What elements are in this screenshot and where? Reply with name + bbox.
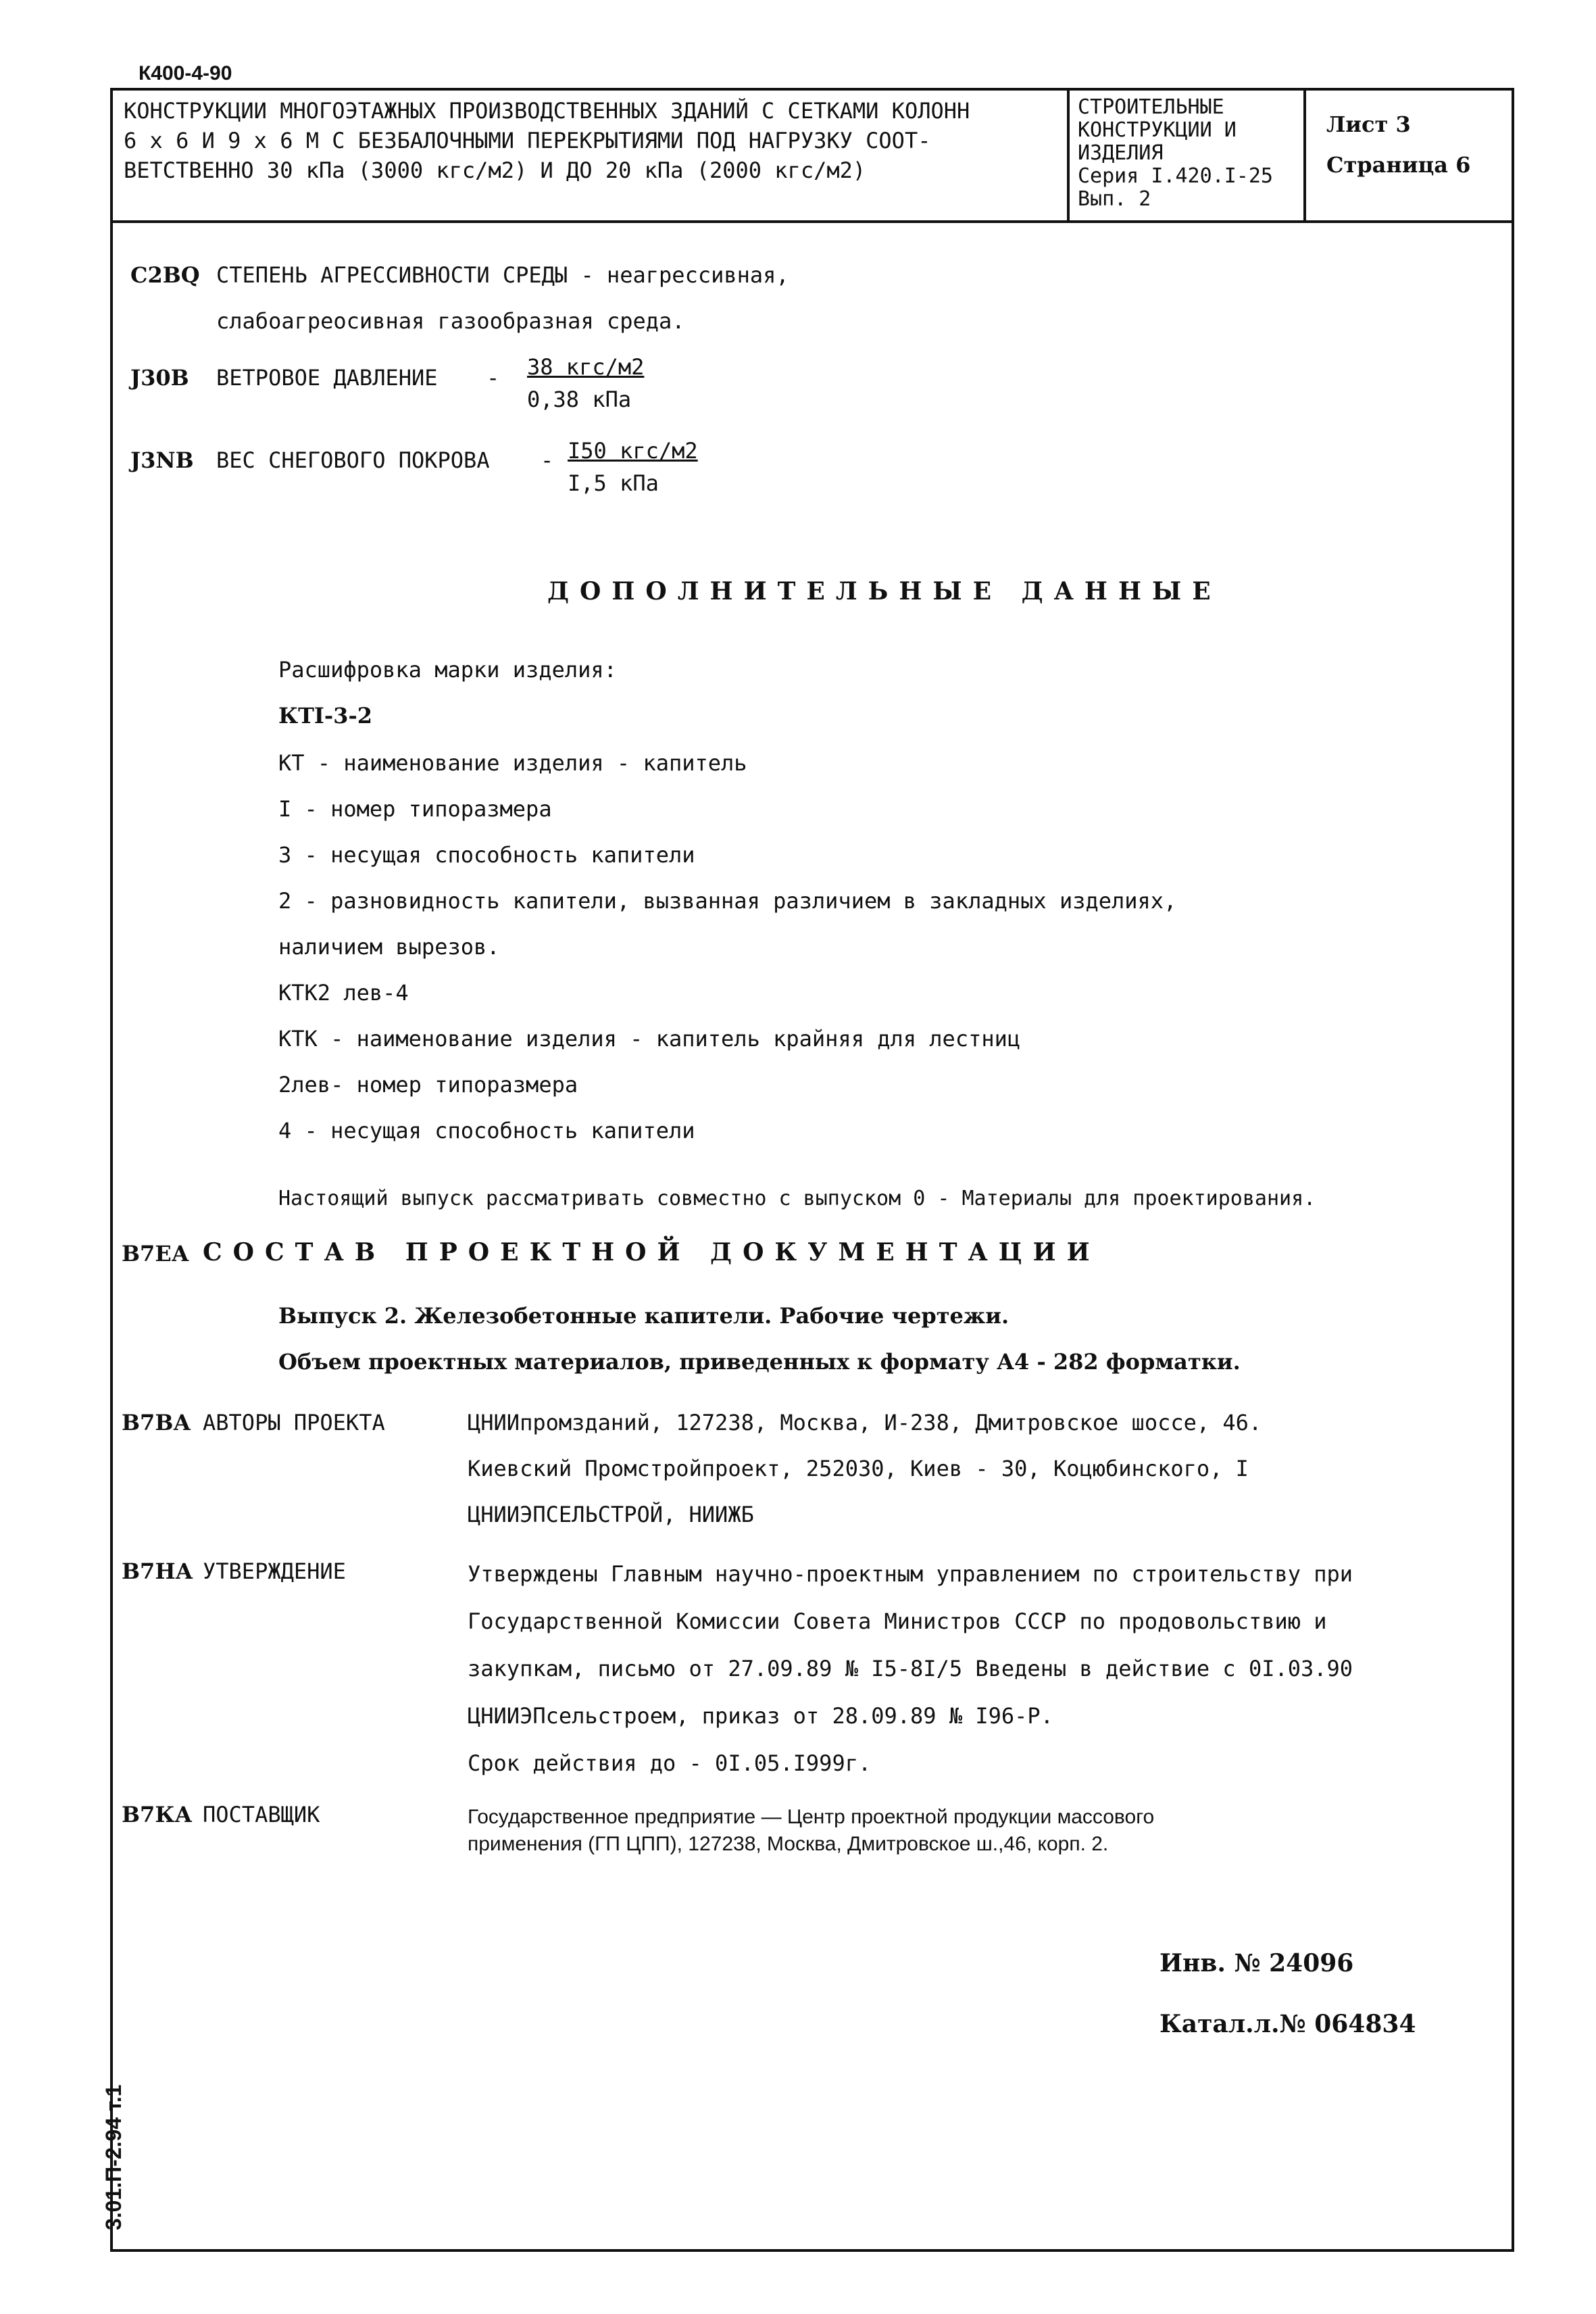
author-line: ЦНИИпромзданий, 127238, Москва, И-238, Дмитровское шоссе, 46.	[468, 1410, 1262, 1435]
series-line: Серия I.420.I-25	[1078, 164, 1273, 188]
aggressiveness-continuation: слабоагреосивная газообразная среда.	[216, 308, 685, 334]
env-code: С2ВQ	[130, 262, 200, 288]
mark-decoding-line: 2 - разновидность капители, вызванная различием в закладных изделиях,	[278, 888, 1177, 914]
issue-line: Вып. 2	[1078, 187, 1151, 211]
title-line: КОНСТРУКЦИИ МНОГОЭТАЖНЫХ ПРОИЗВОДСТВЕННЫХ ЗДАНИЙ С СЕТКАМИ КОЛОНН	[124, 98, 970, 124]
category-line: СТРОИТЕЛЬНЫЕ	[1078, 95, 1224, 119]
approval-line: закупкам, письмо от 27.09.89 № I5-8I/5 Введены в действие с 0I.03.90	[468, 1656, 1353, 1681]
title-block-sheet	[1306, 88, 1512, 220]
approval-label: УТВЕРЖДЕНИЕ	[203, 1558, 346, 1584]
aggressiveness-label: СТЕПЕНЬ АГРЕССИВНОСТИ СРЕДЫ	[216, 262, 568, 288]
wind-value-kgs: 38 кгс/м2	[527, 354, 645, 380]
mark-decoding-line: КТК - наименование изделия - капитель крайняя для лестниц	[278, 1026, 1021, 1052]
env-code: J30B	[130, 365, 189, 391]
page-number: Страница 6	[1326, 152, 1471, 178]
aggressiveness-value: - неагрессивная,	[568, 262, 789, 288]
author-line: Киевский Промстройпроект, 252030, Киев - 30, Коцюбинского, I	[468, 1456, 1249, 1481]
side-code: 3.01.П-2.94 т.1	[101, 2084, 126, 2230]
mark-decoding-line: КТ - наименование изделия - капитель	[278, 750, 747, 776]
approval-line: Срок действия до - 0I.05.I999г.	[468, 1750, 872, 1776]
mark-decoding-line: КТI-3-2	[278, 703, 372, 729]
title-line: 6 х 6 И 9 х 6 М С БЕЗБАЛОЧНЫМИ ПЕРЕКРЫТИЯМИ ПОД НАГРУЗКУ СООТ-	[124, 128, 931, 153]
snow-value-kgs: I50 кгс/м2	[568, 438, 698, 464]
title-block-category	[1070, 88, 1306, 220]
dash: -	[541, 447, 554, 473]
wind-label: ВЕТРОВОЕ ДАВЛЕНИЕ	[216, 365, 438, 391]
supplier-line: применения (ГП ЦПП), 127238, Москва, Дмитровское ш.,46, корп. 2.	[468, 1833, 1109, 1855]
section-code: В7ВА	[122, 1410, 191, 1435]
sheet-number: Лист 3	[1326, 112, 1411, 137]
env-code: J3NB	[130, 447, 194, 473]
category-line: ИЗДЕЛИЯ	[1078, 141, 1164, 165]
mark-decoding-line: наличием вырезов.	[278, 934, 500, 960]
approval-line: Государственной Комиссии Совета Министров СССР по продовольствию и	[468, 1608, 1327, 1634]
title-block-description	[110, 88, 1070, 220]
inventory-number: Инв. № 24096	[1159, 1949, 1354, 1977]
composition-heading: СОСТАВ ПРОЕКТНОЙ ДОКУМЕНТАЦИИ	[203, 1238, 1101, 1266]
env-label	[216, 262, 789, 288]
mark-decoding-line: 4 - несущая способность капители	[278, 1118, 695, 1143]
composition-line: Объем проектных материалов, приведенных к формату А4 - 282 форматки.	[278, 1349, 1241, 1375]
authors-label: АВТОРЫ ПРОЕКТА	[203, 1410, 385, 1435]
author-line: ЦНИИЭПСЕЛЬСТРОЙ, НИИЖБ	[468, 1502, 754, 1527]
composition-line: Выпуск 2. Железобетонные капители. Рабочие чертежи.	[278, 1303, 1009, 1329]
page-frame	[110, 88, 1514, 2252]
wind-value-kpa: 0,38 кПа	[527, 387, 632, 412]
catalog-number: Катал.л.№ 064834	[1159, 2010, 1416, 2038]
release-note: Настоящий выпуск рассматривать совместно с выпуском 0 - Материалы для проектирования.	[278, 1187, 1316, 1210]
supplier-line: Государственное предприятие — Центр проектной продукции массового	[468, 1806, 1155, 1828]
title-line: ВЕТСТВЕННО 30 кПа (3000 кгс/м2) И ДО 20 кПа (2000 кгс/м2)	[124, 157, 866, 183]
mark-decoding-line: I - номер типоразмера	[278, 796, 552, 822]
additional-heading: ДОПОЛНИТЕЛЬНЫЕ ДАННЫЕ	[547, 577, 1222, 606]
section-code: В7КА	[122, 1802, 193, 1827]
mark-decoding-line: Расшифровка марки изделия:	[278, 657, 617, 683]
supplier-label: ПОСТАВЩИК	[203, 1802, 320, 1827]
mark-decoding-line: 3 - несущая способность капители	[278, 842, 695, 868]
document-code: К400-4-90	[139, 62, 232, 84]
approval-line: ЦНИИЭПсельстроем, приказ от 28.09.89 № I96-Р.	[468, 1703, 1053, 1729]
dash: -	[487, 365, 500, 391]
section-code: В7НА	[122, 1558, 193, 1584]
approval-line: Утверждены Главным научно-проектным управлением по строительству при	[468, 1561, 1353, 1587]
snow-value-kpa: I,5 кПа	[568, 470, 659, 496]
snow-label: ВЕС СНЕГОВОГО ПОКРОВА	[216, 447, 490, 473]
title-block	[110, 88, 1514, 223]
section-code: В7ЕА	[122, 1241, 189, 1266]
mark-decoding-line: КТК2 лев-4	[278, 980, 409, 1006]
category-line: КОНСТРУКЦИИ И	[1078, 118, 1237, 142]
mark-decoding-line: 2лев- номер типоразмера	[278, 1072, 578, 1098]
